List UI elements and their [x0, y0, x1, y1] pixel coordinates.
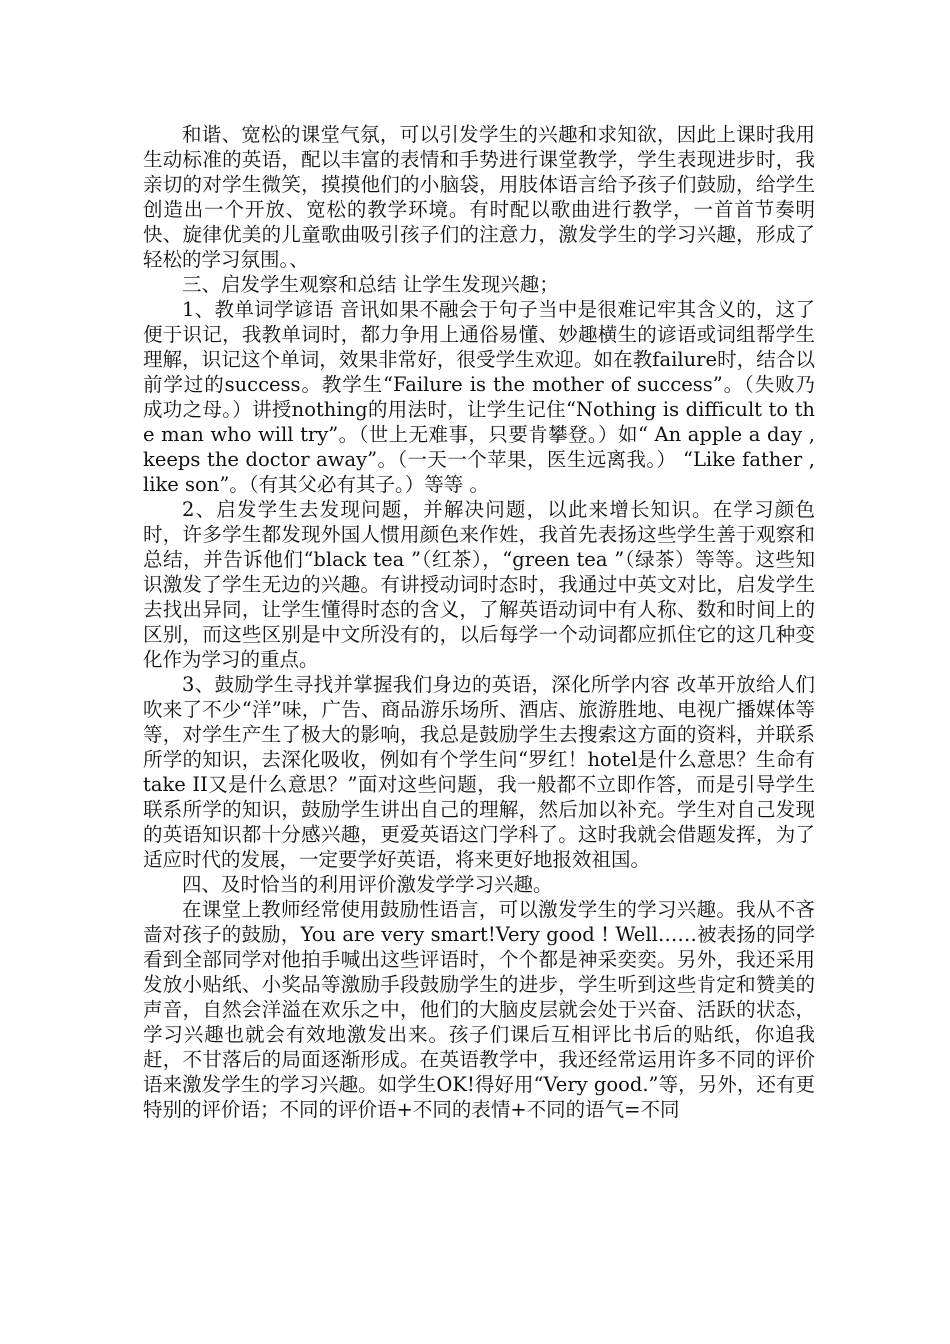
paragraph-proverbs: 1、教单词学谚语 音讯如果不融会于句子当中是很难记牢其含义的，这了便于识记，我教单词时，都力争用上通俗易懂、妙趣横生的谚语或词组帮学生理解，识记这个单词，效果非常好，很受学生欢迎。如在教failure时，结合以前学过的success。教学生“Failure is the mother of success”。（失败乃成功之母。）讲授nothing的用法时，让学生记住“Nothing is difficult to the man who will try”。（世上无难事，只要肯攀登。）如“ An apple a day , keeps the doctor away”。（一天一个苹果，医生远离我。） “Like father , like son”。（有其父必有其子。）等等 。: [143, 298, 815, 496]
paragraph-classroom-atmosphere: 和谐、宽松的课堂气氛，可以引发学生的兴趣和求知欲，因此上课时我用生动标准的英语，配以丰富的表情和手势进行课堂教学，学生表现进步时，我亲切的对学生微笑，摸摸他们的小脑袋，用肢体语言给予孩子们鼓励，给学生创造出一个开放、宽松的教学环境。有时配以歌曲进行教学，一首首节奏明快、旋律优美的儿童歌曲吸引孩子们的注意力，激发学生的学习兴趣，形成了轻松的学习氛围。、: [143, 123, 815, 271]
section-heading-four: 四、及时恰当的利用评价激发学学习兴趣。: [182, 873, 553, 896]
section-heading-three: 三、启发学生观察和总结 让学生发现兴趣；: [182, 273, 559, 296]
paragraph-english-around-us: 3、鼓励学生寻找并掌握我们身边的英语，深化所学内容 改革开放给人们吹来了不少“洋”味，广告、商品游乐场所、酒店、旅游胜地、电视广播媒体等等，对学生产生了极大的影响，我总是鼓励学生去搜索这方面的资料，并联系所学的知识，去深化吸收，例如有个学生问“罗红！hotel是什么意思？生命有take II又是什么意思？”面对这些问题，我一般都不立即作答，而是引导学生联系所学的知识，鼓励学生讲出自己的理解，然后加以补充。学生对自己发现的英语知识都十分感兴趣，更爱英语这门学科了。这时我就会借题发挥，为了适应时代的发展，一定要学好英语，将来更好地报效祖国。: [143, 673, 815, 871]
document-body: [143, 122, 815, 1122]
paragraph-evaluation: 在课堂上教师经常使用鼓励性语言，可以激发学生的学习兴趣。我从不吝啬对孩子的鼓励，You are very smart!Very good ! Well……被表扬的同学看到全部同学对他拍手喊出这些评语时，个个都是神采奕奕。另外，我还采用发放小贴纸、小奖品等激励手段鼓励学生的进步，学生听到这些肯定和赞美的声音，自然会洋溢在欢乐之中，他们的大脑皮层就会处于兴奋、活跃的状态，学习兴趣也就会有效地激发出来。孩子们课后互相评比书后的贴纸，你追我赶，不甘落后的局面逐渐形成。在英语教学中，我还经常运用许多不同的评价语来激发学生的学习兴趣。如学生OK!得好用“Very good.”等，另外，还有更特别的评价语；不同的评价语+不同的表情+不同的语气=不同: [143, 898, 815, 1121]
paragraph-discover-problems: 2、启发学生去发现问题，并解决问题，以此来增长知识。在学习颜色时，许多学生都发现外国人惯用颜色来作姓，我首先表扬这些学生善于观察和总结，并告诉他们“black tea ”（红茶），“green tea ”（绿茶）等等。这些知识激发了学生无边的兴趣。有讲授动词时态时，我通过中英文对比，启发学生去找出异同，让学生懂得时态的含义，了解英语动词中有人称、数和时间上的区别，而这些区别是中文所没有的，以后每学一个动词都应抓住它的这几种变化作为学习的重点。: [143, 498, 815, 671]
